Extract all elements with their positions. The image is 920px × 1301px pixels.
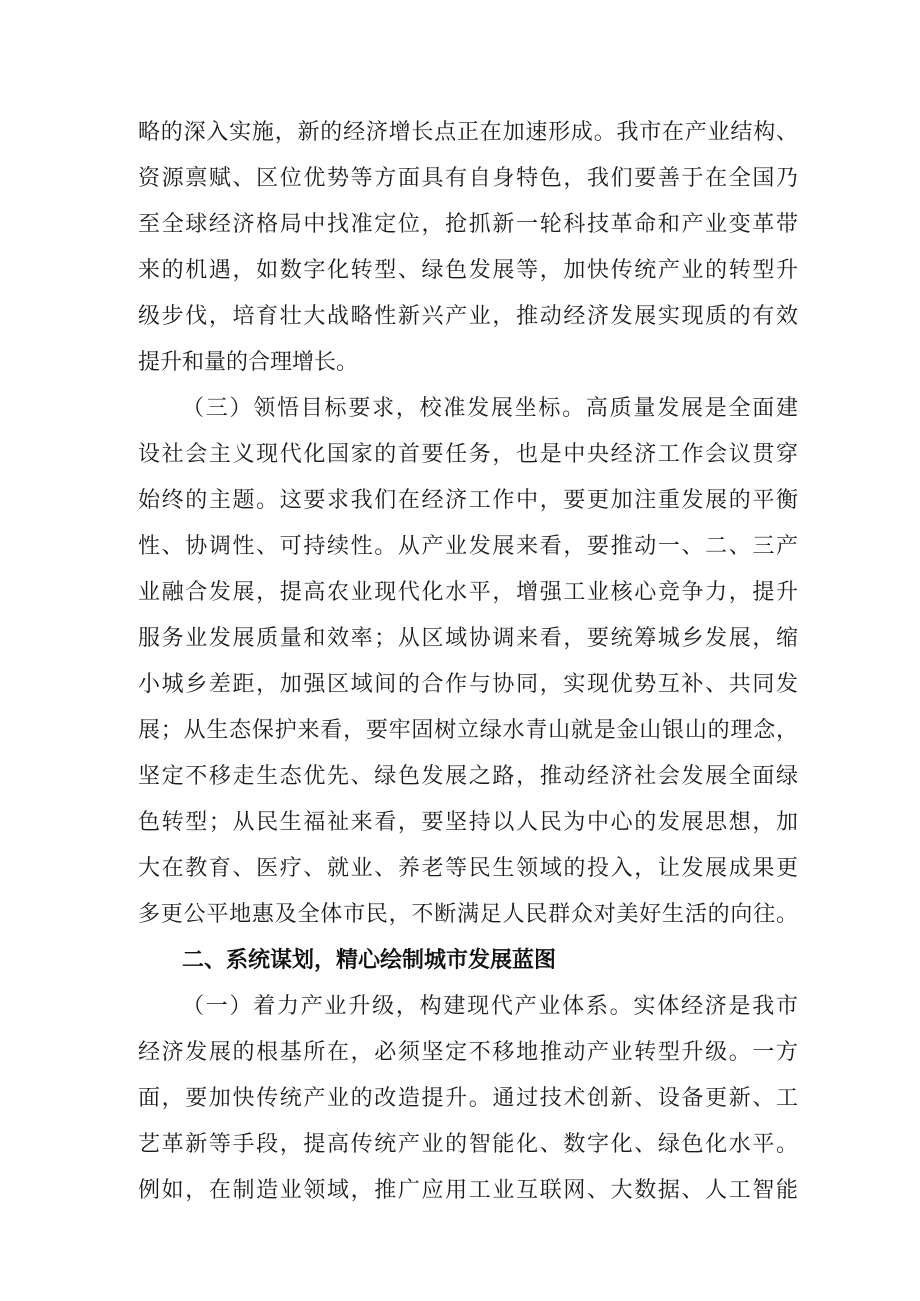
paragraph-2-line-2: 设社会主义现代化国家的首要任务，也是中央经济工作会议贯穿 (138, 442, 798, 467)
paragraph-2-line-1: （三）领悟目标要求，校准发展坐标。高质量发展是全面建 (182, 396, 798, 421)
paragraph-2-line-8: 展；从生态保护来看，要牢固树立绿水青山就是金山银山的理念， (138, 718, 798, 743)
paragraph-1-line-5: 级步伐，培育壮大战略性新兴产业，推动经济发展实现质的有效 (138, 304, 798, 329)
paragraph-1-line-2: 资源禀赋、区位优势等方面具有自身特色，我们要善于在全国乃 (138, 166, 798, 191)
paragraph-2-line-4: 性、协调性、可持续性。从产业发展来看，要推动一、二、三产 (138, 534, 798, 559)
paragraph-2-line-11: 大在教育、医疗、就业、养老等民生领域的投入，让发展成果更 (138, 856, 798, 881)
paragraph-3-line-1: （一）着力产业升级，构建现代产业体系。实体经济是我市 (182, 994, 798, 1019)
paragraph-1-line-1: 略的深入实施，新的经济增长点正在加速形成。我市在产业结构、 (138, 120, 798, 145)
paragraph-1-line-3: 至全球经济格局中找准定位，抢抓新一轮科技革命和产业变革带 (138, 212, 798, 237)
paragraph-3-line-2: 经济发展的根基所在，必须坚定不移地推动产业转型升级。一方 (138, 1040, 798, 1065)
paragraph-3-line-3: 面，要加快传统产业的改造提升。通过技术创新、设备更新、工 (138, 1086, 798, 1111)
paragraph-3-line-5: 例如，在制造业领域，推广应用工业互联网、大数据、人工智能 (138, 1178, 798, 1203)
paragraph-1-line-6: 提升和量的合理增长。 (138, 350, 359, 375)
paragraph-1-line-4: 来的机遇，如数字化转型、绿色发展等，加快传统产业的转型升 (138, 258, 798, 283)
paragraph-2-line-10: 色转型；从民生福祉来看，要坚持以人民为中心的发展思想，加 (138, 810, 798, 835)
paragraph-2-line-6: 服务业发展质量和效率；从区域协调来看，要统筹城乡发展，缩 (138, 626, 798, 651)
paragraph-2-line-7: 小城乡差距，加强区域间的合作与协同，实现优势互补、共同发 (138, 672, 798, 697)
section-heading: 二、系统谋划，精心绘制城市发展蓝图 (182, 948, 557, 973)
paragraph-2-line-5: 业融合发展，提高农业现代化水平，增强工业核心竞争力，提升 (138, 580, 798, 605)
paragraph-2-line-9: 坚定不移走生态优先、绿色发展之路，推动经济社会发展全面绿 (138, 764, 798, 789)
paragraph-2-line-12: 多更公平地惠及全体市民，不断满足人民群众对美好生活的向往。 (138, 902, 798, 927)
paragraph-3-line-4: 艺革新等手段，提高传统产业的智能化、数字化、绿色化水平。 (138, 1132, 798, 1157)
paragraph-2-line-3: 始终的主题。这要求我们在经济工作中，要更加注重发展的平衡 (138, 488, 798, 513)
